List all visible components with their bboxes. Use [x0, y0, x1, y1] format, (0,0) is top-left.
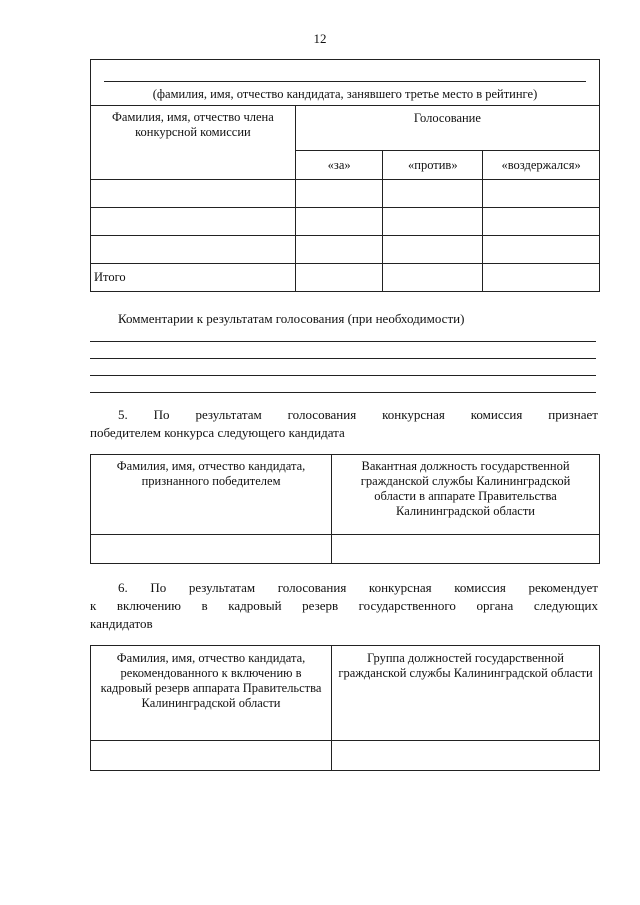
- comment-line: [90, 358, 596, 359]
- winner-position-header: Вакантная должность государственной гражданской службы Калининградской области в аппарате Правительства Калининградской области: [332, 455, 600, 535]
- total-row: [91, 264, 600, 292]
- winner-table: [90, 454, 600, 564]
- table-row: [91, 535, 600, 564]
- option-for: «за»: [295, 151, 383, 180]
- reserve-name-header: Фамилия, имя, отчество кандидата, рекомендованного к включению в кадровый резерв аппарата Правительства Калининградской области: [91, 646, 332, 741]
- total-label: Итого: [91, 264, 296, 292]
- candidate-name-row: [91, 60, 600, 106]
- table-row: [91, 180, 600, 208]
- page-number: 12: [313, 31, 327, 46]
- candidate-name-blank: [104, 81, 586, 82]
- option-abstain: «воздержался»: [483, 151, 600, 180]
- section6-text-line1: 6. По результатам голосования конкурсная комиссия рекомендует: [118, 580, 598, 595]
- voting-table: [90, 59, 600, 292]
- table-row: [91, 208, 600, 236]
- comment-line: [90, 392, 596, 393]
- reserve-group-header: Группа должностей государственной гражданской службы Калининградской области: [332, 646, 600, 741]
- table-row: [91, 236, 600, 264]
- option-against: «против»: [383, 151, 483, 180]
- table-row: [91, 741, 600, 771]
- comment-line: [90, 375, 596, 376]
- winner-name-header: Фамилия, имя, отчество кандидата, признанного победителем: [91, 455, 332, 535]
- comment-line: [90, 341, 596, 342]
- candidate-caption: (фамилия, имя, отчество кандидата, занявшего третье место в рейтинге): [152, 87, 538, 101]
- section6-text-line3: кандидатов: [90, 616, 153, 631]
- section6-text-line2: к включению в кадровый резерв государственного органа следующих: [90, 598, 598, 613]
- section5-text-line2: победителем конкурса следующего кандидата: [90, 425, 345, 440]
- comments-label: Комментарии к результатам голосования (при необходимости): [118, 311, 465, 326]
- vote-header: Голосование: [295, 106, 599, 151]
- reserve-table: [90, 645, 600, 771]
- member-header: Фамилия, имя, отчество члена конкурсной комиссии: [91, 106, 296, 180]
- section5-text-line1: 5. По результатам голосования конкурсная комиссия признает: [118, 407, 598, 422]
